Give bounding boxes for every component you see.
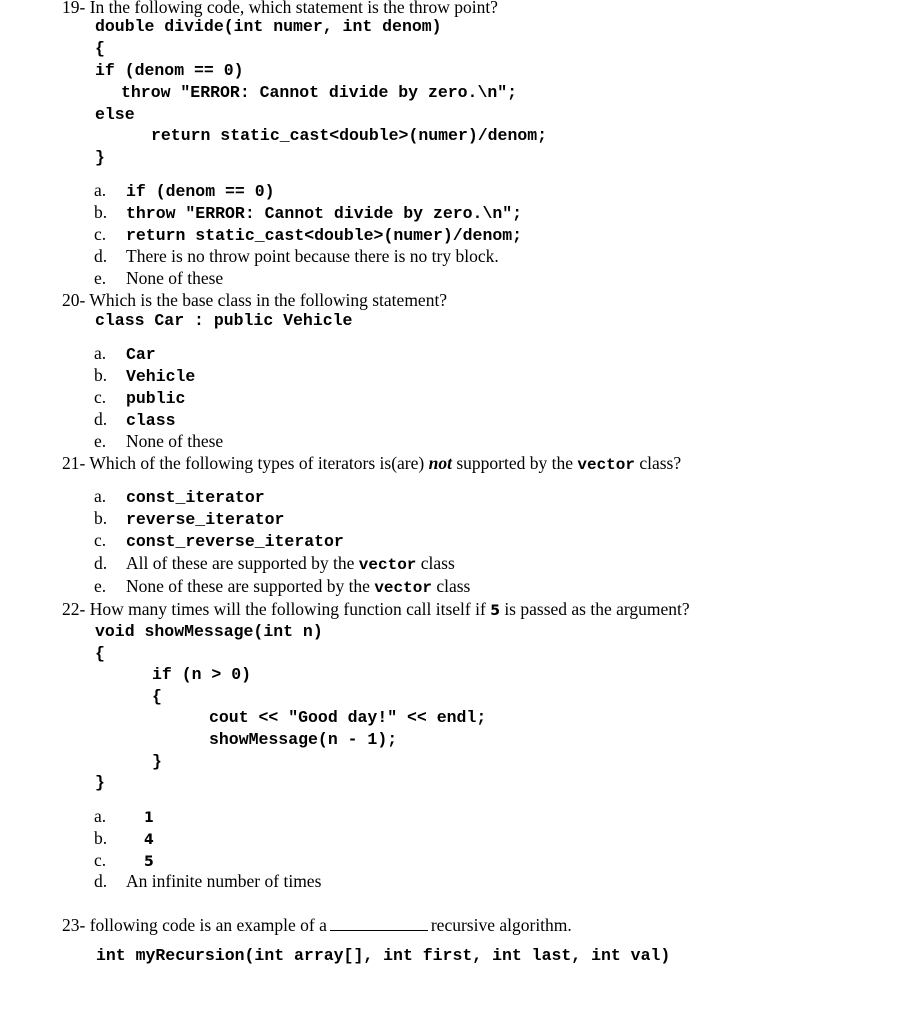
q23-question: 23- following code is an example of a recursive algorithm. [62, 915, 572, 935]
q22-code-line-2: { [95, 644, 105, 663]
q22-code-line-8: } [95, 773, 105, 792]
q22-question: 22- How many times will the following function call itself if 5 is passed as the argument? [62, 599, 690, 619]
q21-option-d[interactable]: d. All of these are supported by the vector class [94, 553, 455, 574]
q19-code-line-1: double divide(int numer, int denom) [95, 17, 442, 36]
q22-option-c[interactable]: c. 5 [94, 850, 154, 870]
q21-option-a[interactable]: a. const_iterator [94, 486, 265, 507]
q22-code-line-3: if (n > 0) [152, 665, 252, 684]
q22-code-line-7: } [152, 752, 162, 771]
q22-code-line-6: showMessage(n - 1); [209, 730, 398, 749]
q19-option-c[interactable]: c. return static_cast<double>(numer)/denom; [94, 224, 523, 245]
q21-option-e[interactable]: e. None of these are supported by the vector class [94, 576, 471, 597]
q19-code-line-3: if (denom == 0) [95, 61, 244, 80]
q20-question: 20- Which is the base class in the following statement? [62, 290, 448, 310]
q22-code-line-4: { [152, 687, 162, 706]
q19-code-line-7: } [95, 148, 105, 167]
q20-code-line-1: class Car : public Vehicle [95, 311, 353, 330]
q19-code-line-4: throw "ERROR: Cannot divide by zero.\n"; [121, 83, 518, 102]
q21-option-b[interactable]: b. reverse_iterator [94, 508, 285, 529]
q20-option-c[interactable]: c. public [94, 387, 186, 408]
q19-option-e[interactable]: e. None of these [94, 268, 224, 288]
q19-option-a[interactable]: a. if (denom == 0) [94, 180, 275, 201]
q22-option-d[interactable]: d. An infinite number of times [94, 871, 322, 891]
q22-code-line-5: cout << "Good day!" << endl; [209, 708, 487, 727]
q21-option-c[interactable]: c. const_reverse_iterator [94, 530, 344, 551]
q19-option-d[interactable]: d. There is no throw point because there is no try block. [94, 246, 499, 266]
q20-option-a[interactable]: a. Car [94, 343, 156, 364]
q20-option-d[interactable]: d. class [94, 409, 176, 430]
q19-question: 19- In the following code, which statement is the throw point? [62, 0, 498, 17]
q22-code-line-1: void showMessage(int n) [95, 622, 323, 641]
q23-code-line-1: int myRecursion(int array[], int first, int last, int val) [96, 946, 671, 965]
q19-option-b[interactable]: b. throw "ERROR: Cannot divide by zero.\n"; [94, 202, 523, 223]
q19-code-line-5: else [95, 105, 135, 124]
q22-option-b[interactable]: b. 4 [94, 828, 154, 848]
q19-code-line-2: { [95, 39, 105, 58]
q22-option-a[interactable]: a. 1 [94, 806, 154, 826]
q21-question: 21- Which of the following types of iterators is(are) not supported by the vector class? [62, 453, 682, 474]
q20-option-b[interactable]: b. Vehicle [94, 365, 196, 386]
q20-option-e[interactable]: e. None of these [94, 431, 224, 451]
answer-blank[interactable] [330, 916, 428, 931]
q19-code-line-6: return static_cast<double>(numer)/denom; [151, 126, 548, 145]
